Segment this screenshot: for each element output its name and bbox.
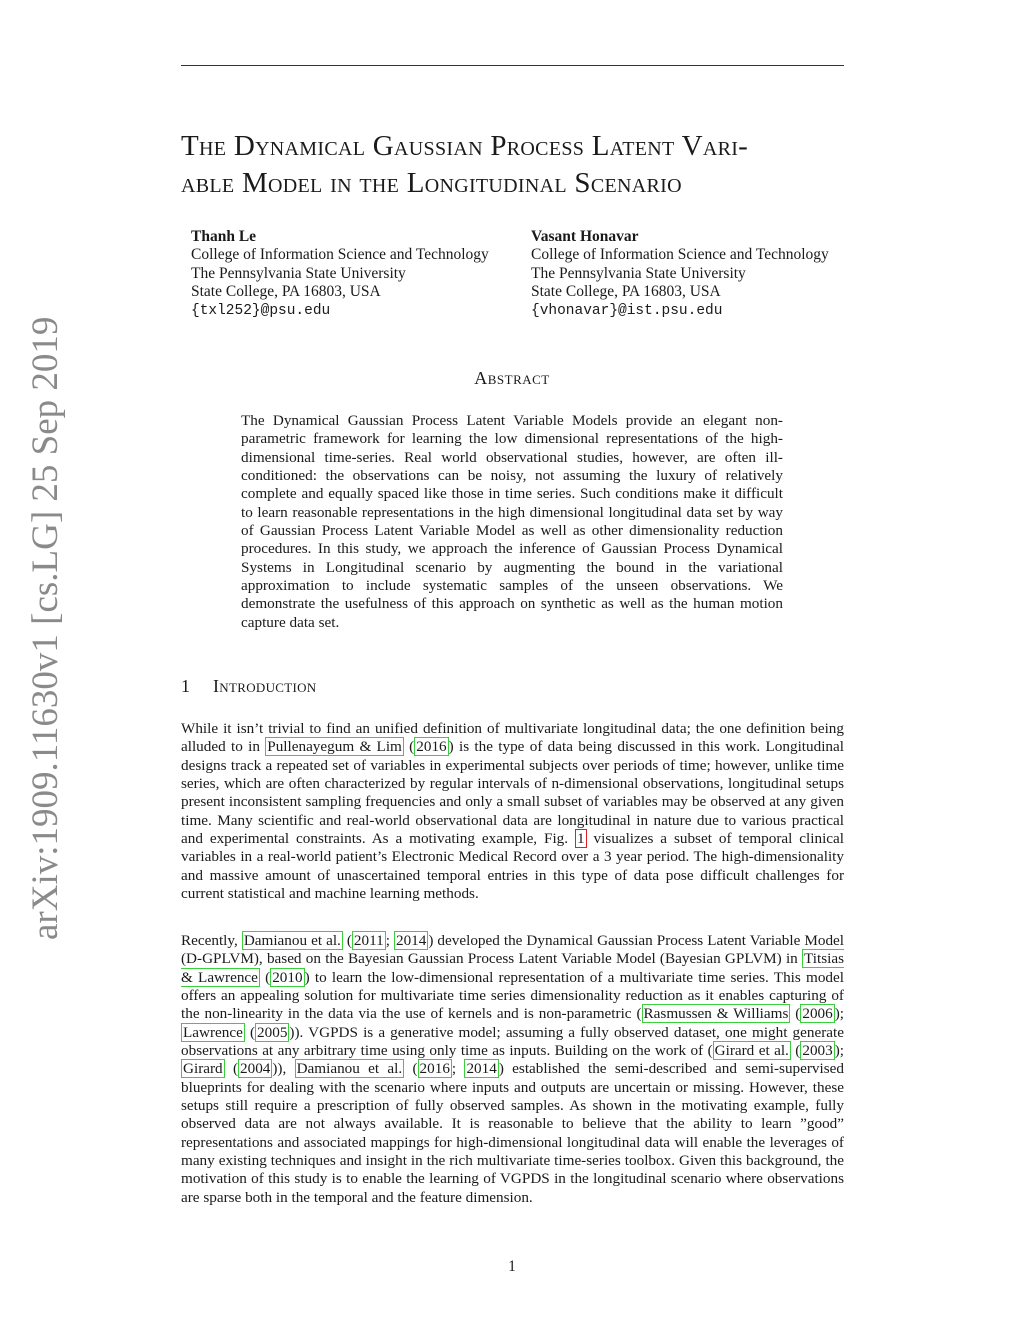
author-name: Vasant Honavar [531, 228, 639, 245]
citation-link[interactable]: Damianou et al. [243, 932, 341, 949]
author-block-1 [191, 228, 489, 320]
citation-link[interactable]: 2014 [466, 1060, 497, 1078]
paper-title [181, 128, 846, 202]
text-span: ( [403, 738, 415, 756]
text-span: ; [451, 1060, 465, 1078]
citation-link[interactable]: 2003 [802, 1042, 833, 1060]
text-span: ) established the semi-described and semi-supervised blueprints for dealing with the scenario where inputs and outputs are uncertain or missing. However, these setups still require a prescription of fully observed samples. As shown in the motivating example, fully observed data are not always available. It is reasonable to believe that the ability to learn ”good” representations and associated mappings for high-dimensional longitudinal data will enable the leverages of many existing techniques and insight in the rich multivariate time-series toolbox. Given this background, the motivation of this study is to enable the learning of VGPDS in the longitudinal scenario where observations are sparse both in the temporal and the feature dimension. [181, 1060, 844, 1206]
section-number: 1 [181, 676, 191, 696]
section-title: Introduction [213, 676, 317, 696]
author-block-2 [531, 228, 829, 320]
citation-link[interactable]: Girard et al. [714, 1042, 789, 1060]
citation-link[interactable]: Lawrence [183, 1023, 243, 1041]
citation-link[interactable]: 2011 [353, 932, 384, 949]
abstract-text: The Dynamical Gaussian Process Latent Variable Models provide an elegant non-parametric framework for learning the low dimensional representations of the high-dimensional time-series. Real world observational studies, however, are often ill-conditioned: the observations can be noisy, not assuming the luxury of relatively complete and equally spaced like those in time series. Such conditions make it difficult to learn reasonable representations in the high dimensional longitudinal data set by way of Gaussian Process Latent Variable Model as well as other dimensionality reduction procedures. In this study, we approach the inference of Gaussian Process Dynamical Systems in Longitudinal scenario by augmenting the bound in the variational approximation to include systematic samples of the unseen observations. We demonstrate the usefulness of this approach on synthetic as well as the human motion capture data set. [241, 412, 783, 631]
citation-link[interactable]: Girard [183, 1060, 223, 1078]
text-span: ) developed the Dynamical Gaussian Process Latent Variable Model (D-GPLVM), based on the Bayesian Gaussian Process Latent Variable Model (Bayesian GPLVM) in [181, 932, 845, 968]
text-span: )), [272, 1060, 295, 1078]
text-span: While it isn’t trivial to find an unified definition of multivariate longitudinal data; the one definition being alluded to in [181, 720, 844, 756]
author-name: Thanh Le [191, 228, 257, 245]
citation-link[interactable]: 2006 [802, 1005, 833, 1023]
author-affiliation: College of Information Science and Technology [191, 246, 489, 264]
abstract-heading: Abstract [474, 368, 550, 388]
text-span: ( [790, 1005, 801, 1023]
figure-ref-link[interactable]: 1 [577, 830, 585, 848]
citation-link[interactable]: 2014 [395, 932, 427, 949]
page-number: 1 [508, 1258, 516, 1275]
author-university: The Pennsylvania State University [191, 264, 406, 282]
citation-link[interactable]: 2010 [272, 968, 303, 986]
text-span: ) to learn the low-dimensional representation of a multivariate time series. This model offers an appealing solution for multivariate time series dimensionality reduction as it enables capturing of the non-linearity in the data via the use of kernels and is non-parametric ( [181, 968, 844, 1023]
section-heading-introduction [181, 676, 316, 697]
text-span: ( [342, 932, 352, 949]
text-span: ) is the type of data being discussed in this work. Longitudinal designs track a repeated set of variables in experimental subjects over periods of time; however, unlike time series, which are often characterized by regular intervals of n-dimensional observations, longitudinal setups present inconsistent sampling frequencies and only a small subset of variables may be observed at any given time. Many scientific and real-world observational data are longitudinal in nature due to various practical and experimental constraints. As a motivating example, Fig. [181, 738, 844, 848]
text-span: visualizes a subset of temporal clinical variables in a real-world patient’s Electronic Medical Record over a 3 year period. The high-dimensionality and massive amount of unascertained temporal entries in this type of data pose difficult challenges for current statistical and machine learning methods. [181, 830, 844, 903]
author-address: State College, PA 16803, USA [531, 283, 721, 301]
citation-link[interactable]: 2004 [240, 1060, 271, 1078]
citation-link[interactable]: Pullenayegum & Lim [267, 738, 402, 756]
text-span: ; [385, 932, 394, 949]
author-email: {txl252}@psu.edu [191, 302, 331, 319]
citation-link[interactable]: Rasmussen & Williams [643, 1005, 789, 1023]
intro-paragraph-1 [181, 720, 844, 903]
citation-link[interactable]: 2016 [416, 738, 447, 756]
author-university: The Pennsylvania State University [531, 264, 746, 282]
text-span: ( [244, 1023, 256, 1041]
text-span: ( [404, 1060, 418, 1078]
text-span: ); [834, 1042, 844, 1060]
text-span: )). VGPDS is a generative model; assuming a fully observed dataset, one might generate observations at any arbitrary time using only time as inputs. Building on the work of ( [181, 1023, 844, 1060]
citation-link[interactable]: Damianou et al. [296, 1060, 403, 1078]
text-span: Recently, [181, 932, 242, 949]
top-rule [181, 65, 844, 66]
intro-paragraph-2 [181, 932, 844, 1207]
author-address: State College, PA 16803, USA [191, 283, 381, 301]
author-email: {vhonavar}@ist.psu.edu [531, 302, 723, 319]
text-span: ( [224, 1060, 238, 1078]
citation-link[interactable]: 2005 [257, 1023, 288, 1041]
citation-link[interactable]: 2016 [419, 1060, 450, 1078]
text-span: ); [834, 1005, 845, 1023]
title-line-1: The Dynamical Gaussian Process Latent Vari- [181, 130, 749, 162]
arxiv-stamp: arXiv:1909.11630v1 [cs.LG] 25 Sep 2019 [25, 316, 66, 940]
text-span: ( [259, 968, 271, 986]
citation-link[interactable]: Titsias & Lawrence [181, 950, 844, 986]
text-span: ( [790, 1042, 801, 1060]
author-affiliation: College of Information Science and Technology [531, 246, 829, 264]
title-line-2: able Model in the Longitudinal Scenario [181, 167, 682, 199]
